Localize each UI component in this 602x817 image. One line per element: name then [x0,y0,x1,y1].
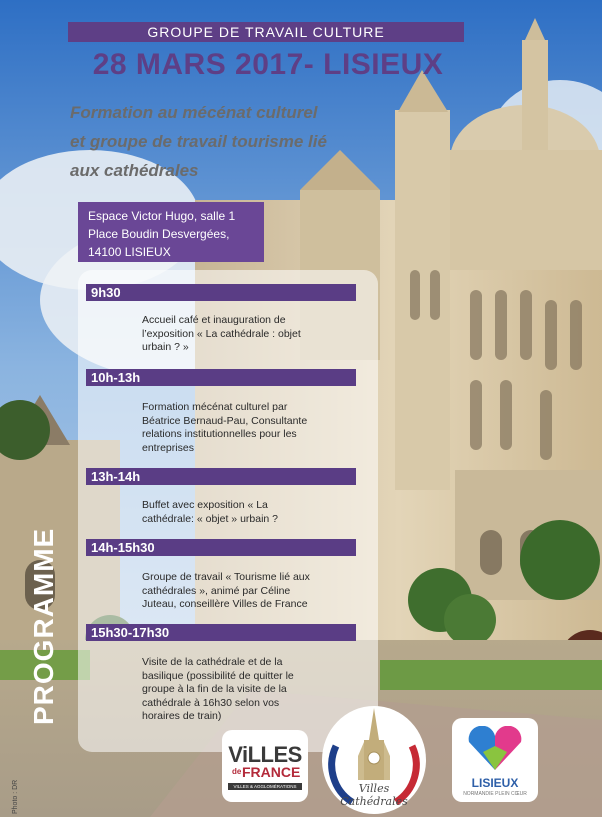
event-subtitle [70,98,390,185]
description-line: urbain ? » [142,341,189,353]
programme-side-label: PROGRAMME [28,527,59,725]
programme-item-description [142,401,354,455]
description-line: Groupe de travail « Tourisme lié aux [142,571,310,583]
photo-credit: Photo : DR [12,779,19,814]
subtitle-line: Formation au mécénat culturel [70,103,318,122]
heart-icon [465,726,525,772]
address-line: Place Boudin Desvergées, [88,227,230,241]
time-bar: 10h-13h [86,369,356,386]
logo-tagline-lisieux: NORMANDIE PLEIN CŒUR [463,791,527,797]
description-line: Formation mécénat culturel par [142,401,288,413]
villes-de-france-logo [222,730,308,802]
address-line: Espace Victor Hugo, salle 1 [88,209,236,223]
time-bar: 13h-14h [86,468,356,485]
logo-text-de: de [232,767,242,776]
logo-tagline: VILLES & AGGLOMÉRATIONS [228,783,302,790]
time-bar: 14h-15h30 [86,539,356,556]
description-line: cathédrale à 16h30 selon vos [142,696,280,709]
description-line: Buffet avec exposition « La [142,499,268,511]
time-bar: 9h30 [86,284,356,301]
venue-address [78,202,264,262]
description-line: Visite de la cathédrale et de la [142,656,283,668]
villes-cathedrales-logo [322,706,426,814]
description-line: entreprises [142,441,194,454]
event-date-title: 28 MARS 2017- LISIEUX [92,48,444,81]
subtitle-line: aux cathédrales [70,161,199,180]
description-line: basilique (possibilité de quitter le [142,669,294,682]
description-line: relations institutionnelles pour les [142,428,297,440]
logo-text-villes: ViLLES [228,742,302,767]
programme-item-description [142,499,354,526]
subtitle-line: et groupe de travail tourisme lié [70,132,327,151]
programme-item-description [142,314,354,355]
description-line: Juteau, conseillère Villes de France [142,598,308,610]
description-line: cathédrales », animé par Céline [142,584,291,597]
description-line: horaires de train) [142,710,222,722]
programme-item-description [142,571,354,612]
description-line: cathédrale: « objet » urbain ? [142,512,279,525]
description-line: Accueil café et inauguration de [142,314,286,326]
description-line: groupe à la fin de la visite de la [142,683,287,695]
time-bar: 15h30-17h30 [86,624,356,641]
logo-text-france: FRANCE [242,764,301,780]
description-line: l’exposition « La cathédrale : objet [142,327,301,340]
logo-text-villes-cathedrales-2: Cathédrales [340,795,408,808]
lisieux-logo [452,718,538,802]
logo-text-lisieux: LISIEUX [471,776,519,790]
address-line: 14100 LISIEUX [88,245,171,259]
logo-text-villes-cathedrales-1: Villes [358,782,390,795]
description-line: Béatrice Bernaud-Pau, Consultante [142,414,308,427]
header-band: GROUPE DE TRAVAIL CULTURE [68,22,464,42]
